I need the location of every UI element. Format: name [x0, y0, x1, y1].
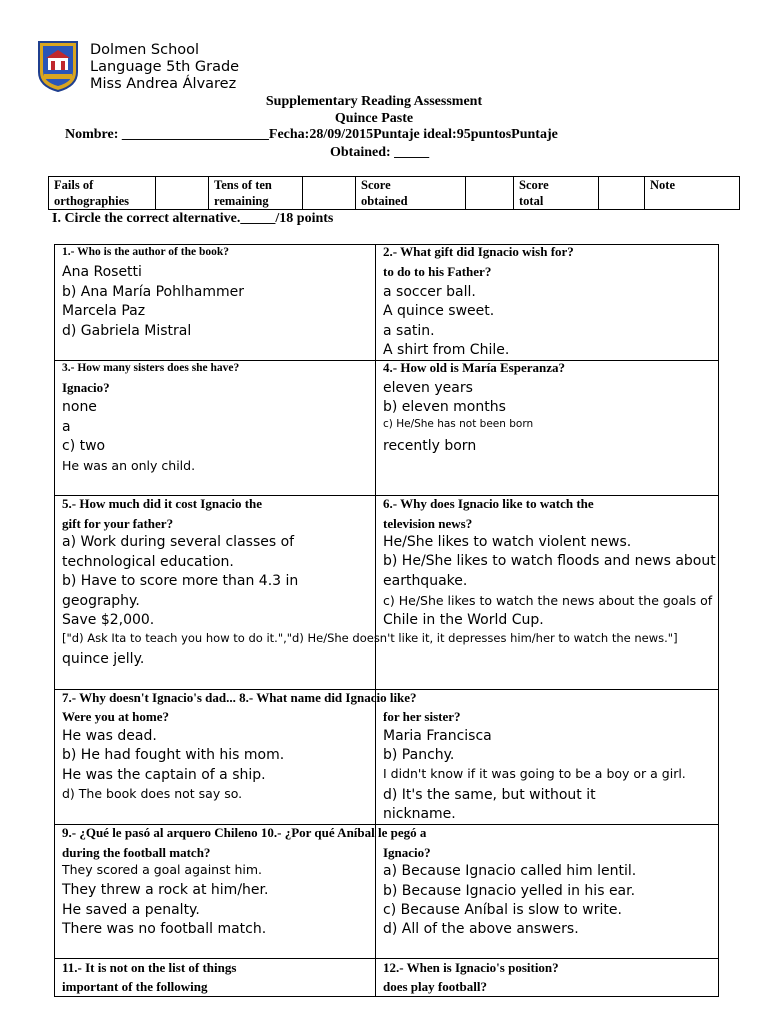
score-cell-fails-blank[interactable]: [156, 177, 209, 210]
q4-option-a[interactable]: eleven years: [383, 380, 473, 396]
q7-heading: 7.- Why doesn't Ignacio's dad... 8.- What name did Ignacio like?: [62, 690, 417, 705]
q1-option-c[interactable]: Marcela Paz: [62, 303, 146, 319]
q10-option-b[interactable]: b) Because Ignacio yelled in his ear.: [383, 883, 636, 899]
section-instructions: I. Circle the correct alternative._____/18 points: [52, 211, 334, 226]
q6-heading: 6.- Why does Ignacio like to watch the: [383, 496, 594, 511]
q1-option-d[interactable]: d) Gabriela Mistral: [62, 323, 192, 339]
q9-heading-cont: during the football match?: [62, 845, 211, 860]
q10-option-a[interactable]: a) Because Ignacio called him lentil.: [383, 863, 637, 879]
q5-option-a-cont[interactable]: technological education.: [62, 554, 234, 570]
q3-option-c[interactable]: c) two: [62, 438, 106, 454]
q2-option-a[interactable]: a soccer ball.: [383, 284, 476, 300]
q4-option-b[interactable]: b) eleven months: [383, 399, 506, 415]
q3-heading-cont: Ignacio?: [62, 380, 110, 395]
score-obtained-line: Obtained: _____: [330, 145, 430, 160]
grade-label: Language 5th Grade: [90, 59, 240, 75]
q3-option-b[interactable]: a: [62, 419, 71, 435]
q2-option-d[interactable]: A shirt from Chile.: [383, 342, 510, 358]
q5-option-b[interactable]: b) Have to score more than 4.3 in: [62, 573, 299, 589]
q8-heading-cont: for her sister?: [383, 709, 461, 724]
book-title: Quince Paste: [334, 111, 414, 126]
score-cell-obtained: Score obtained: [356, 177, 466, 210]
q1-option-b[interactable]: b) Ana María Pohlhammer: [62, 284, 244, 300]
q10-option-c[interactable]: c) Because Aníbal is slow to write.: [383, 902, 622, 918]
q5-option-e[interactable]: quince jelly.: [62, 651, 145, 667]
q7-option-b[interactable]: b) He had fought with his mom.: [62, 747, 285, 763]
school-name: Dolmen School: [90, 42, 200, 58]
q2-option-c[interactable]: a satin.: [383, 323, 435, 339]
q4-option-d[interactable]: recently born: [383, 438, 477, 454]
q9-option-c[interactable]: He saved a penalty.: [62, 902, 200, 918]
teacher-name: Miss Andrea Álvarez: [90, 76, 237, 92]
score-table: [48, 176, 740, 210]
q12-heading: 12.- When is Ignacio's position?: [383, 960, 559, 975]
q5-option-a[interactable]: a) Work during several classes of: [62, 534, 295, 550]
q8-option-d-cont[interactable]: nickname.: [383, 806, 456, 822]
score-cell-total: Score total: [514, 177, 599, 210]
q3-option-a[interactable]: none: [62, 399, 97, 415]
score-cell-total-blank[interactable]: [599, 177, 645, 210]
q7-option-d[interactable]: d) The book does not say so.: [62, 786, 243, 801]
q1-heading: 1.- Who is the author of the book?: [62, 246, 229, 258]
q8-option-d[interactable]: d) It's the same, but without it: [383, 787, 596, 803]
q4-heading: 4.- How old is María Esperanza?: [383, 360, 565, 375]
q5-heading: 5.- How much did it cost Ignacio the: [62, 496, 263, 511]
q3-heading: 3.- How many sisters does she have?: [62, 362, 240, 374]
q8-option-c[interactable]: I didn't know if it was going to be a boy or a girl.: [383, 766, 686, 781]
q9-option-b[interactable]: They threw a rock at him/her.: [62, 882, 269, 898]
q6-option-b[interactable]: b) He/She likes to watch floods and news about: [383, 553, 716, 569]
q8-option-b[interactable]: b) Panchy.: [383, 747, 455, 763]
q9-heading: 9.- ¿Qué le pasó al arquero Chileno 10.- ¿Por qué Aníbal le pegó a: [62, 825, 427, 840]
q3-option-d[interactable]: He was an only child.: [62, 458, 196, 473]
q7-option-c[interactable]: He was the captain of a ship.: [62, 767, 266, 783]
score-cell-obtained-blank[interactable]: [466, 177, 514, 210]
q9-option-a[interactable]: They scored a goal against him.: [62, 862, 263, 877]
q10-heading-cont: Ignacio?: [383, 845, 431, 860]
q7-option-a[interactable]: He was dead.: [62, 728, 157, 744]
q6-heading-cont: television news?: [383, 516, 473, 531]
q8-option-a[interactable]: Maria Francisca: [383, 728, 492, 744]
q4-option-c[interactable]: c) He/She has not been born: [383, 418, 534, 430]
student-info-line: Nombre: _____________________Fecha:28/09/2015Puntaje ideal:95puntosPuntaje: [65, 127, 558, 142]
q2-heading: 2.- What gift did Ignacio wish for?: [383, 244, 574, 259]
q5-option-c[interactable]: Save $2,000.: [62, 612, 155, 628]
q11-heading-cont: important of the following: [62, 979, 208, 994]
q5-heading-cont: gift for your father?: [62, 516, 174, 531]
score-cell-tens: Tens of ten remaining: [209, 177, 303, 210]
q11-heading: 11.- It is not on the list of things: [62, 960, 237, 975]
q10-option-d[interactable]: d) All of the above answers.: [383, 921, 579, 937]
score-cell-fails: Fails of orthographies: [49, 177, 156, 210]
q6-option-c-cont[interactable]: Chile in the World Cup.: [383, 612, 544, 628]
score-cell-tens-blank[interactable]: [303, 177, 356, 210]
q9-option-d[interactable]: There was no football match.: [62, 921, 267, 937]
q2-option-b[interactable]: A quince sweet.: [383, 303, 495, 319]
q6-option-a[interactable]: He/She likes to watch violent news.: [383, 534, 632, 550]
q2-heading-cont: to do to his Father?: [383, 264, 492, 279]
q6-option-c[interactable]: c) He/She likes to watch the news about the goals of: [383, 593, 713, 608]
score-cell-note: Note: [645, 177, 740, 210]
q6-option-b-cont[interactable]: earthquake.: [383, 573, 468, 589]
school-logo: [36, 40, 80, 92]
q1-option-a[interactable]: Ana Rosetti: [62, 264, 142, 280]
assessment-title: Supplementary Reading Assessment: [265, 94, 483, 109]
q12-heading-cont: does play football?: [383, 979, 488, 994]
q7-heading-cont: Were you at home?: [62, 709, 169, 724]
q5-option-b-cont[interactable]: geography.: [62, 593, 140, 609]
q5-raw-options: ["d) Ask Ita to teach you how to do it.","d) He/She doesn't like it, it depresses him/her to watch the news."]: [62, 631, 678, 645]
